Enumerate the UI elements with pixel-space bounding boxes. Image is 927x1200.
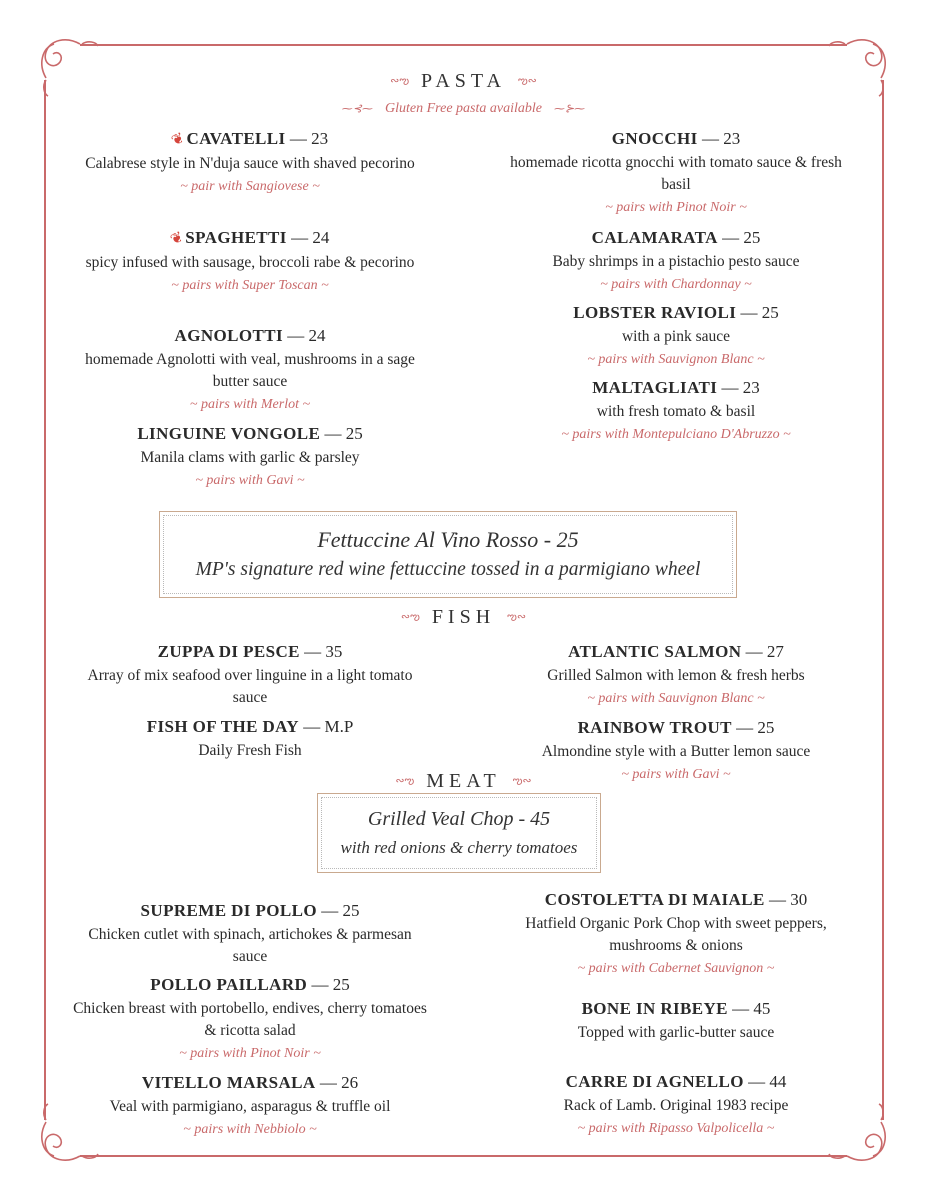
item-description: with a pink sauce xyxy=(621,328,731,345)
item-price: — 23 xyxy=(701,129,741,148)
item-price: — 23 xyxy=(289,129,329,148)
item-price: — 25 xyxy=(321,901,360,920)
menu-item-zuppa-di-pesce xyxy=(70,641,430,709)
pasta-section-title xyxy=(0,70,927,93)
special-description: MP's signature red wine fettuccine tossed in a parmigiano wheel xyxy=(195,558,701,580)
item-description: homemade Agnolotti with veal, mushrooms in a sage butter sauce xyxy=(85,351,415,390)
item-name: FISH OF THE DAY xyxy=(146,717,299,736)
item-description: Manila clams with garlic & parsley xyxy=(140,449,360,466)
item-description: spicy infused with sausage, broccoli rabe & pecorino xyxy=(85,254,415,271)
item-description: Chicken cutlet with spinach, artichokes & parmesan sauce xyxy=(88,926,412,965)
flourish-left-icon: ∾ఌ xyxy=(390,75,410,88)
menu-item-spaghetti xyxy=(70,227,430,298)
frame-left-line xyxy=(44,80,46,1120)
menu-item-agnolotti xyxy=(70,325,430,417)
item-description: Baby shrimps in a pistachio pesto sauce xyxy=(552,253,800,270)
chili-pepper-icon: ❦ xyxy=(167,229,187,249)
item-description: homemade ricotta gnocchi with tomato sauce & fresh basil xyxy=(510,154,842,193)
item-name: POLLO PAILLARD xyxy=(150,975,308,994)
chili-pepper-icon: ❦ xyxy=(169,130,188,150)
wine-pairing: ~ pairs with Gavi ~ xyxy=(195,473,305,488)
item-price: — 30 xyxy=(768,890,808,909)
wine-pairing: ~ pairs with Nebbiolo ~ xyxy=(183,1122,317,1137)
flourish-left-icon: ∾ఌ xyxy=(400,611,420,624)
item-price: — 27 xyxy=(745,642,784,661)
menu-item-atlantic-salmon xyxy=(496,641,856,711)
item-description: Hatfield Organic Pork Chop with sweet peppers, mushrooms & onions xyxy=(525,915,827,954)
item-name: SUPREME DI POLLO xyxy=(140,901,317,920)
wine-pairing: ~ pairs with Pinot Noir ~ xyxy=(605,200,747,215)
item-name: RAINBOW TROUT xyxy=(577,718,732,737)
item-price: — 24 xyxy=(291,228,330,247)
fish-section-title xyxy=(0,606,927,629)
corner-flourish-icon xyxy=(36,34,106,104)
item-name: SPAGHETTI xyxy=(185,228,287,247)
item-description: Topped with garlic-butter sauce xyxy=(577,1024,775,1041)
flourish-right-icon: ఌ∾ xyxy=(517,75,537,88)
meat-section-title xyxy=(0,770,927,793)
item-name: VITELLO MARSALA xyxy=(141,1073,316,1092)
item-description: Grilled Salmon with lemon & fresh herbs xyxy=(547,667,805,684)
fish-title-text: FISH xyxy=(431,606,496,628)
item-name: CAVATELLI xyxy=(186,129,286,148)
item-name: BONE IN RIBEYE xyxy=(581,999,728,1018)
pasta-title-text: PASTA xyxy=(421,70,506,92)
meat-title-text: MEAT xyxy=(426,770,501,792)
wine-pairing: ~ pairs with Sauvignon Blanc ~ xyxy=(587,352,765,367)
menu-item-costoletta-di-maiale xyxy=(496,889,856,981)
item-price: — 25 xyxy=(311,975,350,994)
frame-bottom-line xyxy=(80,1155,847,1157)
item-name: LINGUINE VONGOLE xyxy=(137,424,321,443)
special-title: Fettuccine Al Vino Rosso - 25 xyxy=(317,526,579,552)
menu-item-maltagliati xyxy=(496,377,856,447)
item-price: — 25 xyxy=(722,228,761,247)
item-name: COSTOLETTA DI MAIALE xyxy=(544,890,765,909)
item-name: CARRE DI AGNELLO xyxy=(565,1072,744,1091)
meat-special-box xyxy=(317,793,601,873)
item-description: Array of mix seafood over linguine in a light tomato sauce xyxy=(87,667,413,706)
menu-item-lobster-ravioli xyxy=(496,302,856,372)
corner-flourish-icon xyxy=(821,34,891,104)
item-name: LOBSTER RAVIOLI xyxy=(573,303,737,322)
item-price: — 25 xyxy=(736,718,775,737)
wine-pairing: ~ pairs with Montepulciano D'Abruzzo ~ xyxy=(561,427,791,442)
item-price: — 26 xyxy=(319,1073,359,1092)
special-title: Grilled Veal Chop - 45 xyxy=(367,808,551,830)
gluten-free-note xyxy=(0,101,927,117)
item-description: Rack of Lamb. Original 1983 recipe xyxy=(563,1097,789,1114)
wine-pairing: ~ pairs with Pinot Noir ~ xyxy=(179,1046,321,1061)
wine-pairing: ~ pairs with Super Toscan ~ xyxy=(171,278,329,293)
wine-pairing: ~ pairs with Sauvignon Blanc ~ xyxy=(587,691,765,706)
menu-item-bone-in-ribeye xyxy=(496,998,856,1044)
wine-pairing: ~ pairs with Merlot ~ xyxy=(189,397,311,412)
menu-item-carre-di-agnello xyxy=(496,1071,856,1141)
item-description: Calabrese style in N'duja sauce with shaved pecorino xyxy=(85,155,415,172)
item-price: — 45 xyxy=(732,999,771,1018)
special-description: with red onions & cherry tomatoes xyxy=(340,838,578,857)
menu-item-pollo-paillard xyxy=(70,974,430,1066)
item-description: Daily Fresh Fish xyxy=(198,742,302,759)
item-name: ZUPPA DI PESCE xyxy=(157,642,300,661)
wine-pairing: ~ pairs with Cabernet Sauvignon ~ xyxy=(577,961,775,976)
item-price: — 24 xyxy=(287,326,326,345)
menu-item-linguine-vongole xyxy=(70,423,430,493)
item-name: ATLANTIC SALMON xyxy=(568,642,742,661)
menu-item-gnocchi xyxy=(496,128,856,220)
item-name: AGNOLOTTI xyxy=(174,326,283,345)
menu-item-cavatelli xyxy=(70,128,430,199)
item-price: — 35 xyxy=(299,642,343,661)
item-price: — M.P xyxy=(298,717,354,736)
wine-pairing: ~ pairs with Chardonnay ~ xyxy=(600,277,752,292)
menu-item-fish-of-the-day xyxy=(70,716,430,762)
wine-pairing: ~ pairs with Gavi ~ xyxy=(621,767,731,782)
frame-right-line xyxy=(882,80,884,1120)
gluten-free-note-text: Gluten Free pasta available xyxy=(385,101,542,116)
flourish-left-icon: ∾ఌ xyxy=(395,775,415,788)
item-description: Veal with parmigiano, asparagus & truffle oil xyxy=(109,1098,391,1115)
flourish-left-icon: ⁓⊰⁓ xyxy=(341,103,374,116)
item-price: — 25 xyxy=(320,424,363,443)
menu-item-supreme-di-pollo xyxy=(70,900,430,968)
flourish-right-icon: ⁓⊱⁓ xyxy=(553,103,586,116)
item-description: with fresh tomato & basil xyxy=(596,403,756,420)
item-price: — 23 xyxy=(721,378,760,397)
flourish-right-icon: ఌ∾ xyxy=(512,775,532,788)
item-price: — 44 xyxy=(748,1072,787,1091)
menu-item-calamarata xyxy=(496,227,856,297)
pasta-special-box xyxy=(159,511,737,598)
item-description: Almondine style with a Butter lemon sauce xyxy=(541,743,811,760)
item-price: — 25 xyxy=(740,303,779,322)
frame-top-line xyxy=(80,44,847,46)
item-name: MALTAGLIATI xyxy=(592,378,718,397)
menu-item-vitello-marsala xyxy=(70,1072,430,1142)
wine-pairing: ~ pair with Sangiovese ~ xyxy=(180,179,320,194)
item-description: Chicken breast with portobello, endives, cherry tomatoes & ricotta salad xyxy=(73,1000,427,1039)
wine-pairing: ~ pairs with Ripasso Valpolicella ~ xyxy=(577,1121,775,1136)
flourish-right-icon: ఌ∾ xyxy=(507,611,527,624)
item-name: CALAMARATA xyxy=(591,228,718,247)
item-name: GNOCCHI xyxy=(611,129,698,148)
